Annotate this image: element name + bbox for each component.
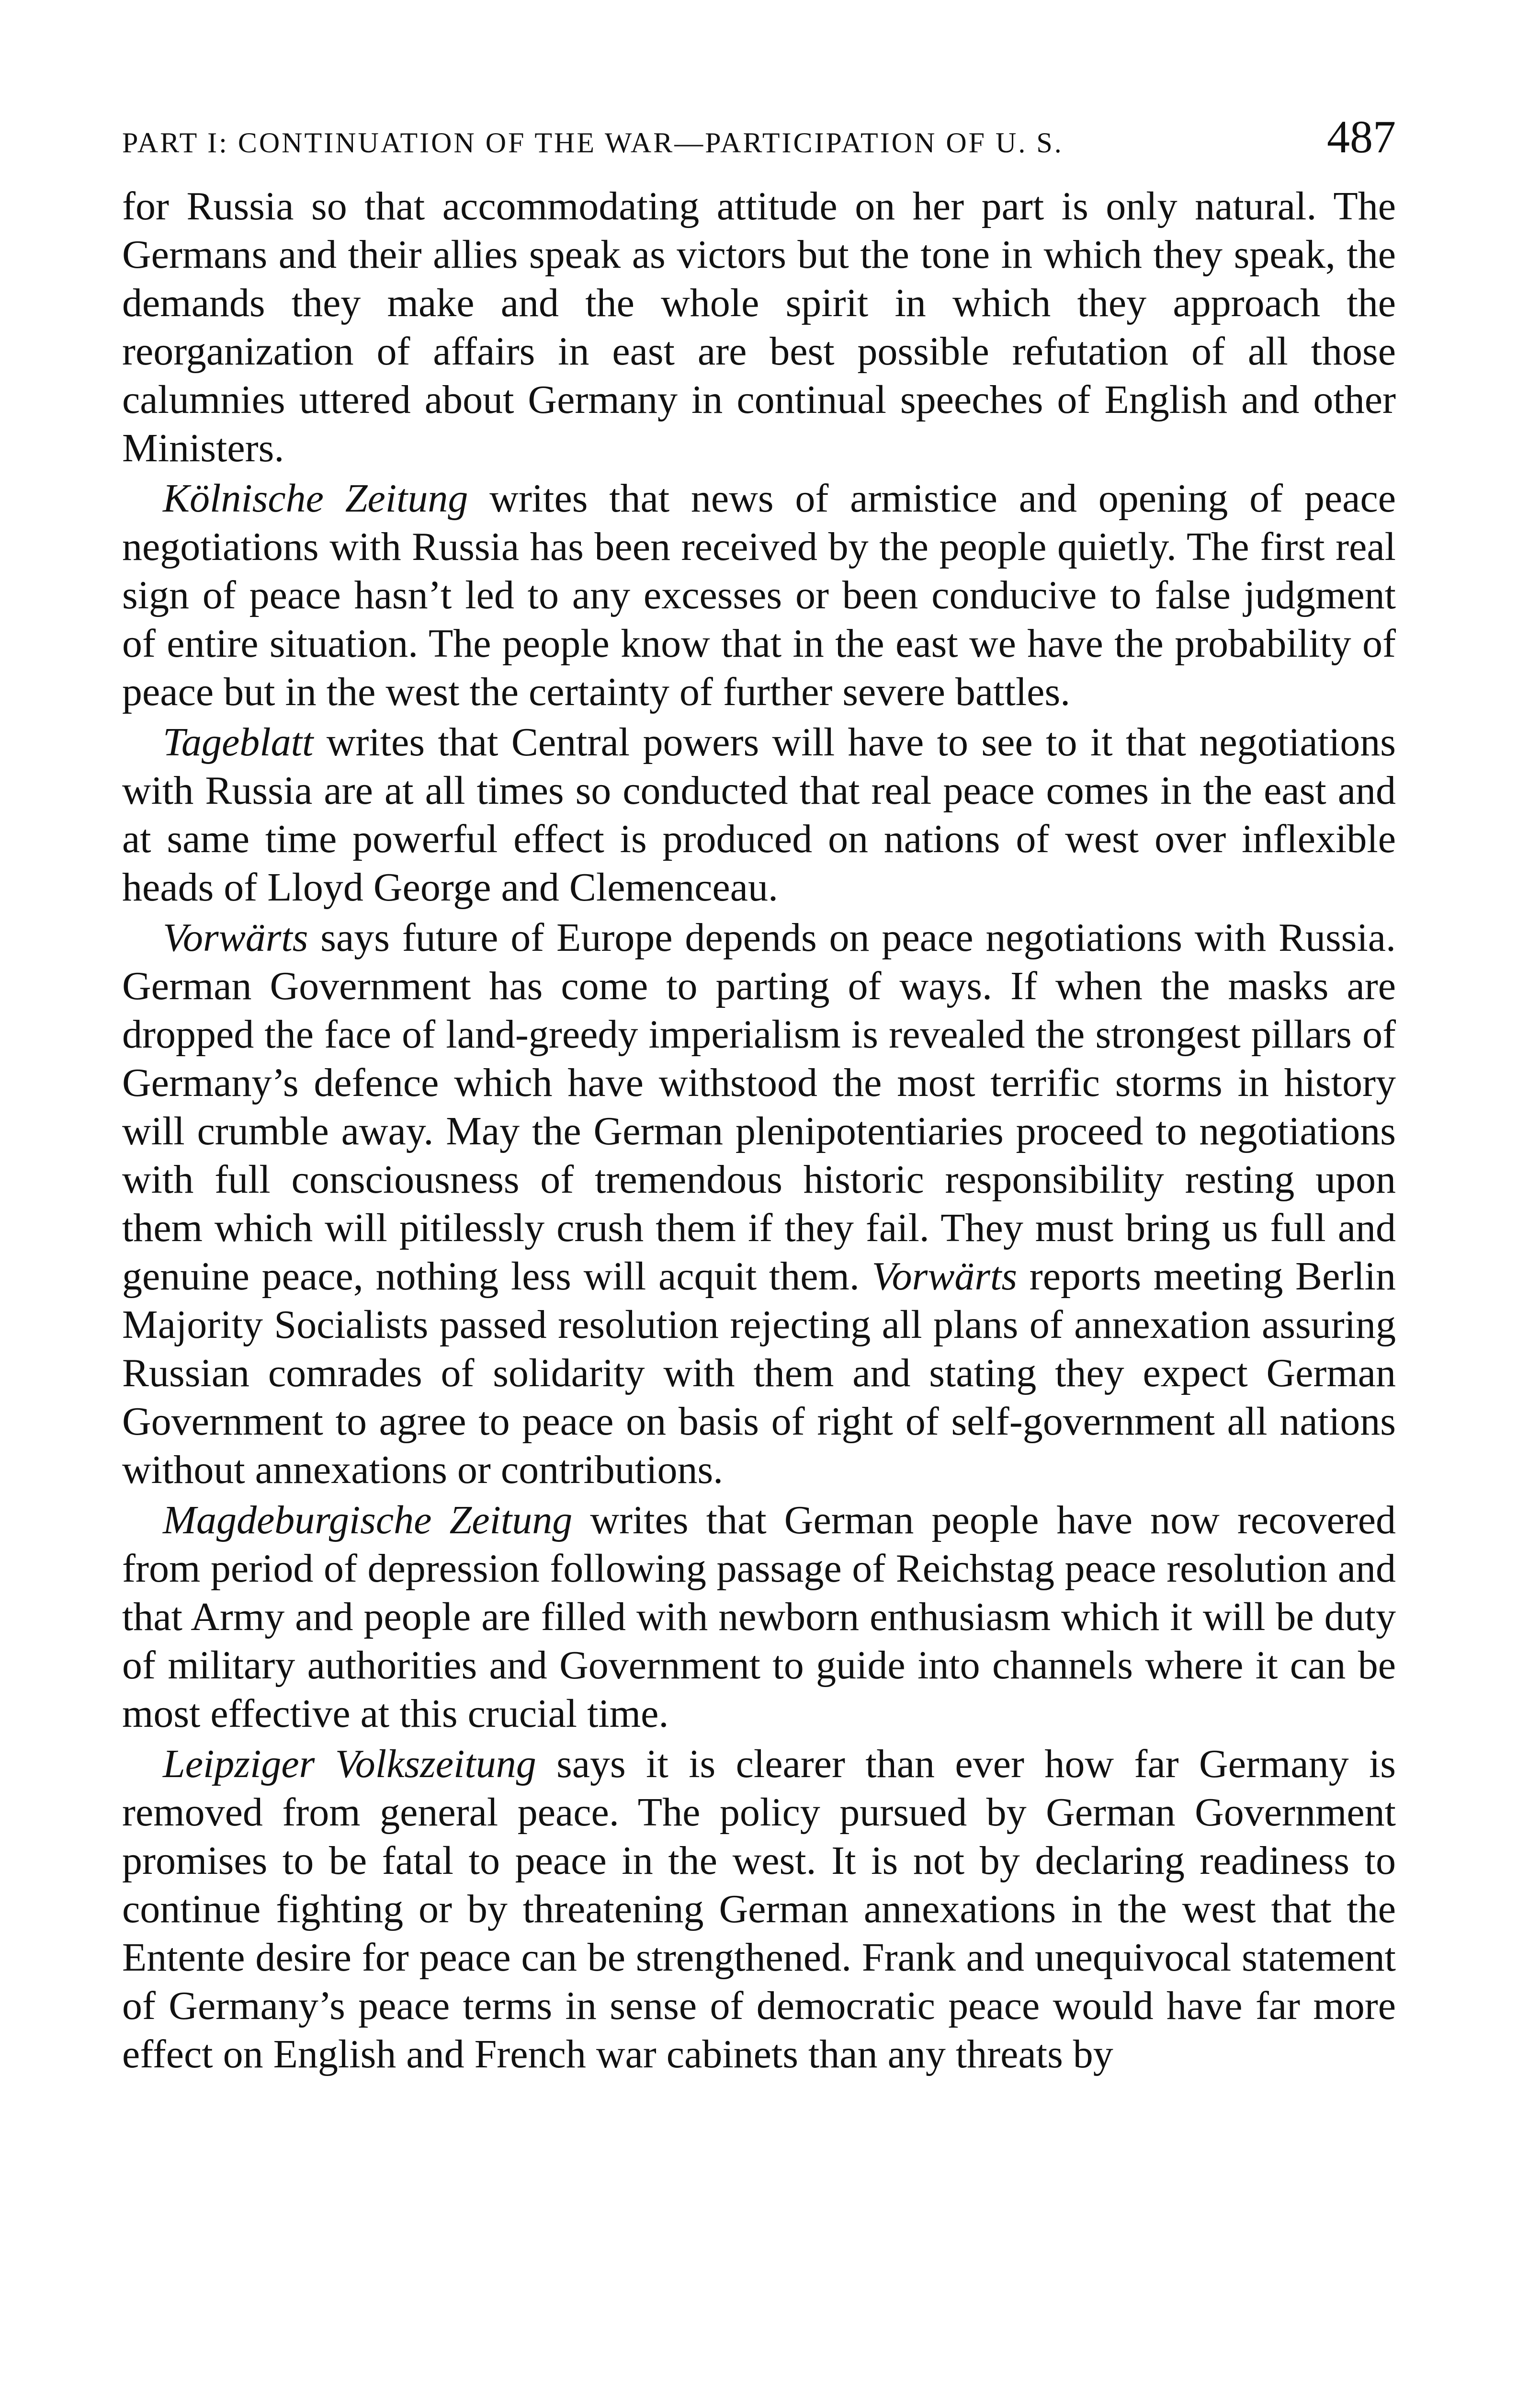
newspaper-name: Tageblatt — [163, 720, 314, 764]
paragraph-text: writes that Central powers will have to see to it that negotiations with Russia are at all times so conducted that real peace comes in the east and at same time powerful effect is produced on nations of west over inflexible heads of Lloyd George and Clemenceau. — [122, 720, 1396, 910]
page-header — [122, 110, 1396, 182]
paragraph-text: says it is clearer than ever how far Germany is removed from general peace. The policy pursued by German Government promises to be fatal to peace in the west. It is not by declaring readiness to continue fighting or by threatening German annexations in the west that the Entente desire for peace can be strengthened. Frank and unequivocal statement of Germany’s peace terms in sense of democratic peace would have far more effect on English and French war cabinets than any threats by — [122, 1742, 1396, 2076]
paragraph — [122, 182, 1396, 472]
newspaper-name: Leipziger Volkszeitung — [163, 1742, 536, 1786]
document-page — [122, 110, 1396, 2078]
newspaper-name: Kölnische Zeitung — [163, 476, 468, 521]
newspaper-name: Vorwärts — [163, 915, 308, 960]
document-body — [122, 182, 1396, 2078]
newspaper-name: Magdeburgische Zeitung — [163, 1498, 573, 1542]
running-title: PART I: CONTINUATION OF THE WAR—PARTICIPATION OF U. S. — [122, 127, 1064, 159]
paragraph — [122, 474, 1396, 716]
paragraph — [122, 913, 1396, 1494]
paragraph-text: writes that German people have now recovered from period of depression following passage of Reichstag peace resolution and that Army and people are filled with newborn enthusiasm which it will be duty of military authorities and Government to guide into channels where it can be most effective at this crucial time. — [122, 1498, 1396, 1736]
newspaper-name: Vorwärts — [872, 1254, 1018, 1299]
paragraph — [122, 1496, 1396, 1738]
paragraph-text: for Russia so that accommodating attitude on her part is only natural. The Germans and their allies speak as victors but the tone in which they speak, the demands they make and the whole spirit in which they approach the reorganization of affairs in east are best possible refutation of all those calumnies uttered about Germany in continual speeches of English and other Ministers. — [122, 184, 1396, 470]
paragraph-text: reports meeting Berlin Majority Socialists passed resolution rejecting all plans of annexation assuring Russian comrades of solidarity with them and stating they expect German Government to agree to peace on basis of right of self-government all nations without annexations or contributions. — [122, 1254, 1396, 1492]
page-number: 487 — [1327, 111, 1396, 162]
paragraph-text: says future of Europe depends on peace negotiations with Russia. German Government has come to parting of ways. If when the masks are dropped the face of land-greedy imperialism is revealed the strongest pillars of Germany’s defence which have withstood the most terrific storms in history will crumble away. May the German plenipotentiaries proceed to negotiations with full consciousness of tremendous historic responsibility resting upon them which will pitilessly crush them if they fail. They must bring us full and genuine peace, nothing less will acquit them. — [122, 915, 1396, 1299]
paragraph — [122, 718, 1396, 912]
paragraph — [122, 1740, 1396, 2078]
paragraph-text: writes that news of armistice and opening of peace negotiations with Russia has been received by the people quietly. The first real sign of peace hasn’t led to any excesses or been conducive to false judgment of entire situation. The people know that in the east we have the probability of peace but in the west the certainty of further severe battles. — [122, 476, 1396, 714]
